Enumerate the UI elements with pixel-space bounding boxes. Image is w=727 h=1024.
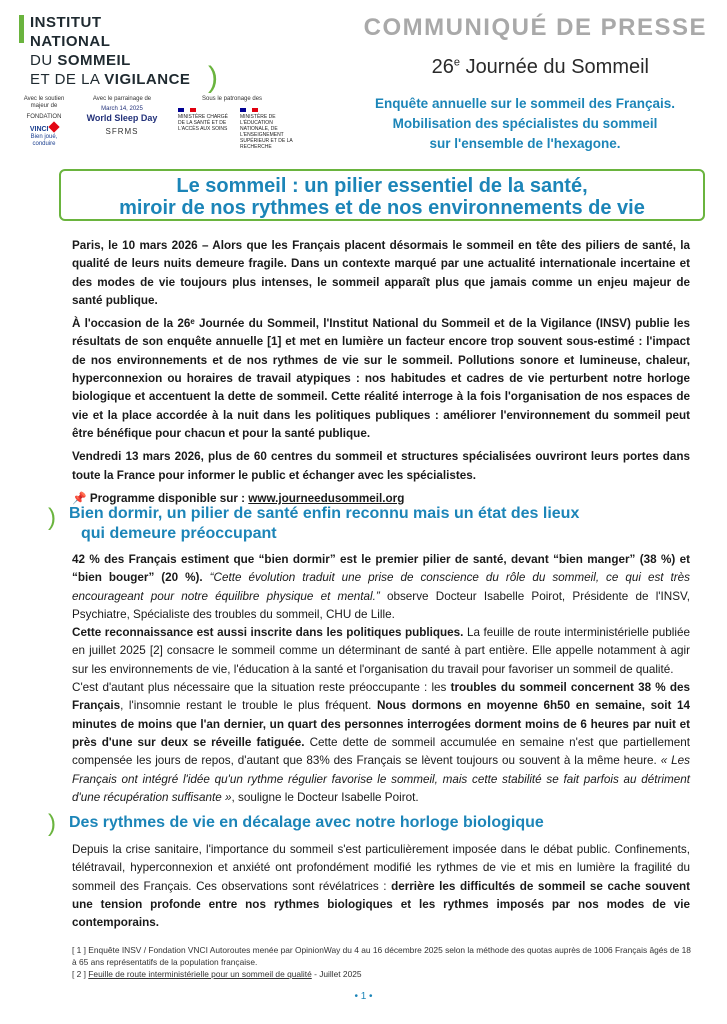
intro-section: [72, 237, 690, 508]
parrainage-block: [86, 96, 158, 135]
section-1-paragraph-1: 42 % des Français estiment que “bien dormir” est le premier pilier de santé, devant “bien manger” (38 %) et “bien bouger” (20 %). “Cette évolution traduit une prise de conscience du rôle du sommeil, ce qui est très encourageant pour notre équilibre physique et mental.” observe Docteur Isabelle Poirot, Présidente de l'INSV, Psychiatre, Spécialiste des troubles du sommeil, CHU de Lille.: [72, 553, 690, 621]
logo-accent-bar: [19, 15, 24, 43]
intro-paragraph-1: Paris, le 10 mars 2026 – Alors que les Français placent désormais le sommeil en tête des piliers de santé, la qualité de leurs nuits demeure fragile. Dans un contexte marqué par une actualité internationale incertaine et des modes de vie toujours plus intenses, le sommeil apparaît plus que jamais comme un enjeu majeur de santé publique.: [72, 239, 690, 307]
patronage-block: [172, 96, 302, 150]
world-sleep-day-logo: World Sleep Day: [86, 113, 158, 123]
sfrms-logo: SFRMS: [105, 127, 139, 136]
headline-line-1: Le sommeil : un pilier essentiel de la santé,: [176, 175, 588, 197]
section-1-body: [72, 551, 690, 807]
vinci-tag: Bien joué, conduire: [30, 134, 58, 147]
insv-logo: [30, 13, 230, 94]
program-link[interactable]: www.journeedusommeil.org: [248, 491, 405, 505]
logo-paren: ): [208, 61, 218, 94]
logo-line-1: INSTITUT: [30, 14, 102, 31]
section-1-paragraph-2: Cette reconnaissance est aussi inscrite dans les politiques publiques. La feuille de route interministérielle publiée en juillet 2025 [2] consacre le sommeil comme un déterminant de santé à part entière. Elle appelle notamment à agir sur les environnements de vie, l'éducation à la santé et l'organisation du travail pour favoriser un sommeil de qualité.: [72, 626, 691, 676]
support-label: Avec le soutien majeur de: [23, 96, 65, 109]
section-2-body: [72, 841, 690, 932]
intro-paragraph-2: À l'occasion de la 26ᵉ Journée du Sommeil, l'Institut National du Sommeil et de la Vigilance (INSV) publie les résultats de son enquête annuelle [1] et met en lumière un facteur encore trop souvent sous-estimé : l'impact de nos environnements et de nos rythmes de vie sur le sommeil. Pollutions sonore et lumineuse, chaleur, hyperconnexion ou horaires de travail atypiques : nos habitudes et cadres de vie perturbent notre horloge biologique et accentuent la dette de sommeil. Cette réalité interroge à la fois l'organisation de nos espaces de vie et la place accordée à la nuit dans les politiques publiques : améliorer l'environnement du sommeil peut être bénéfique pour chacun et pour la santé publique.: [72, 317, 690, 440]
marianne-icon: [178, 108, 196, 112]
header-subtitle: Enquête annuelle sur le sommeil des Français. Mobilisation des spécialistes du sommeil sur l'ensemble de l'hexagone.: [374, 96, 676, 151]
ministry-sante-label: MINISTÈRE CHARGÉ DE LA SANTÉ ET DE L'ACCÈS AUX SOINS: [178, 114, 229, 132]
headline-line-2: miroir de nos rythmes et de nos environnements de vie: [119, 197, 645, 219]
vinci-logo: VINCI: [29, 126, 49, 133]
logo-line-2: NATIONAL: [30, 33, 111, 50]
section-2-paren: ): [48, 810, 56, 837]
press-release-title: COMMUNIQUÉ DE PRESSE: [363, 14, 707, 41]
partners-strip: [20, 96, 320, 156]
journee-title: 26e Journée du Sommeil: [431, 56, 649, 78]
section-2-title: Des rythmes de vie en décalage avec notre horloge biologique: [69, 814, 544, 831]
patronage-label: Sous le patronage des: [202, 96, 263, 102]
fondation-label: FONDATION: [26, 114, 62, 120]
pin-icon: 📌: [72, 491, 87, 505]
ministry-education: [240, 104, 302, 150]
logo-line-3: DU SOMMEIL: [30, 52, 131, 69]
parrainage-label: Avec le parrainage de: [92, 96, 152, 102]
section-1-paragraph-3: C'est d'autant plus nécessaire que la situation reste préoccupante : les troubles du sommeil concernent 38 % des Français, l'insomnie restant le trouble le plus fréquent. Nous dormons en moyenne 6h50 en semaine, soit 14 minutes de moins que l'an dernier, un quart des personnes interrogées dorment moins de 6 heures par nuit et près d'une sur deux se réveille fatiguée. Cette dette de sommeil accumulée en semaine n'est que partiellement compensée les jours de repos, d'autant que 83% des Français se lèvent toujours ou souvent à la même heure. « Les Français ont intégré l'idée qu'un rythme régulier favorise le sommeil, mais cette stabilité se fait parfois au détriment d'une récupération suffisante », souligne le Docteur Isabelle Poirot.: [72, 681, 691, 804]
section-1-title: Bien dormir, un pilier de santé enfin reconnu mais un état des lieux qui demeure préoccupant: [69, 505, 580, 542]
page-number: • 1 •: [354, 991, 373, 1002]
intro-paragraph-3: Vendredi 13 mars 2026, plus de 60 centres du sommeil et structures spécialisées ouvriront leurs portes dans toute la France pour informer le public et échanger avec les spécialistes.: [72, 450, 690, 482]
headline-banner: [59, 169, 705, 221]
section-2-paragraph-1: Depuis la crise sanitaire, l'importance du sommeil s'est particulièrement imposée dans le débat public. Confinements, télétravail, hyperconnexion et anxiété ont profondément modifié les rythmes de vie et mis en lumière la fragilité du sommeil des Français. Ces observations sont révélatrices : derrière les difficultés de sommeil se cache souvent une tension profonde entre nos rythmes biologiques et les rythmes imposés par nos modes de vie contemporains.: [72, 843, 690, 930]
ministry-education-label: MINISTÈRE DE L'ÉDUCATION NATIONALE, DE L'ENSEIGNEMENT SUPÉRIEUR ET DE LA RECHERCHE: [240, 114, 293, 150]
footnote-2: [ 2 ] Feuille de route interministérielle pour un sommeil de qualité - Juillet 2025: [72, 969, 362, 979]
footnote-2-link[interactable]: Feuille de route interministérielle pour un sommeil de qualité: [88, 969, 312, 979]
footnotes: [72, 944, 692, 980]
vinci-icon: [49, 121, 60, 132]
footnote-1: [ 1 ] Enquête INSV / Fondation VNCI Autoroutes menée par OpinionWay du 4 au 16 décembre 2025 selon la méthode des quotas auprès de 1006 Français âgés de 18 à 65 ans représentatifs de la population française.: [72, 945, 691, 967]
logo-line-4: ET DE LA VIGILANCE: [30, 71, 191, 88]
support-block: [20, 96, 68, 148]
section-1-paren: ): [48, 504, 56, 531]
wsd-date: March 14, 2025: [101, 106, 143, 112]
ministry-sante: [178, 104, 230, 132]
marianne-icon: [240, 108, 258, 112]
program-label: Programme disponible sur :: [89, 491, 249, 505]
